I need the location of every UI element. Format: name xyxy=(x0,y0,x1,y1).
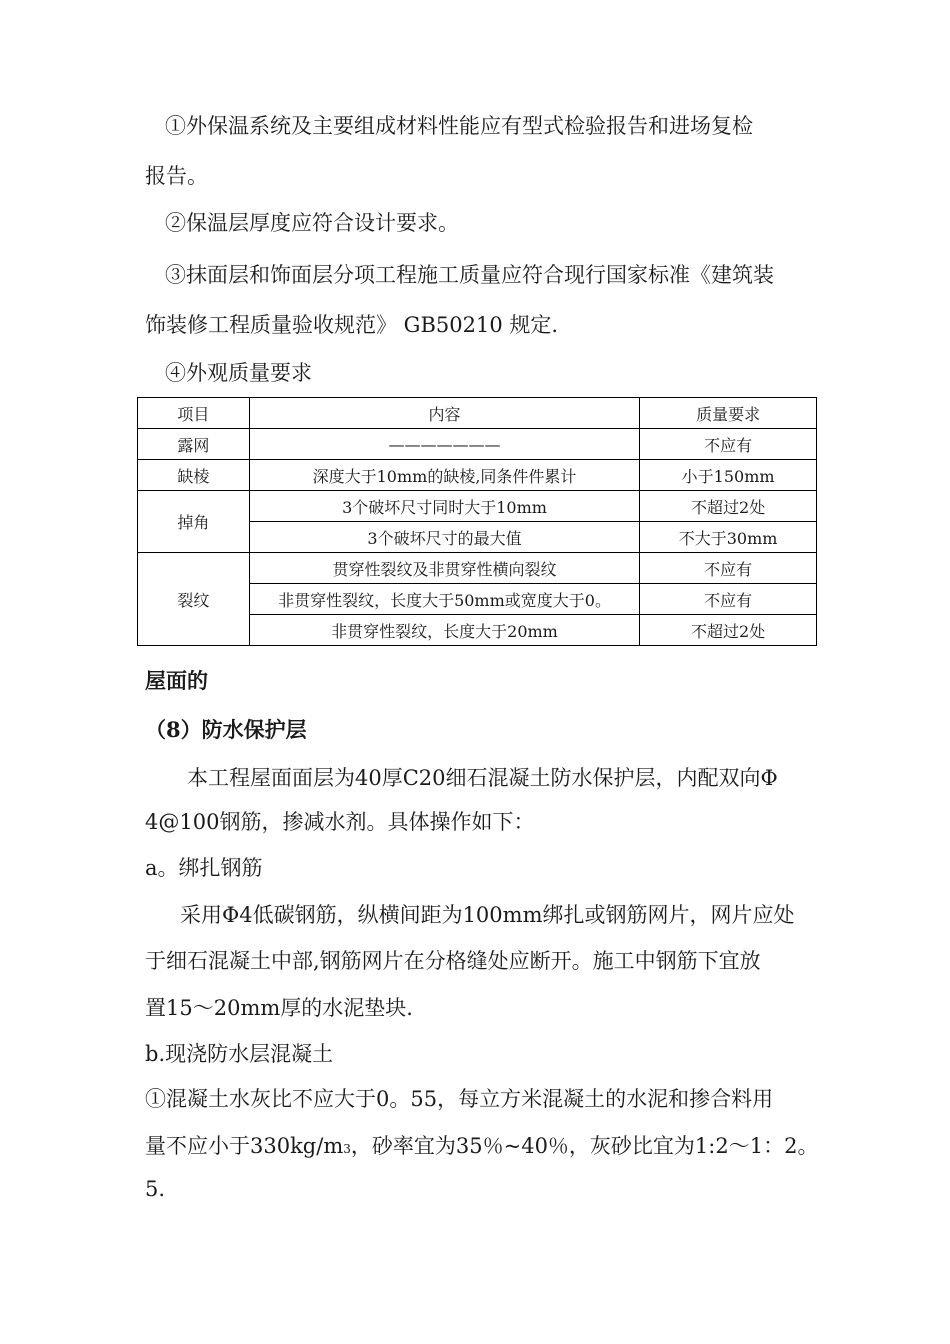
subheading: a。绑扎钢筋 xyxy=(145,856,263,880)
table-cell: 贯穿性裂纹及非贯穿性横向裂纹 xyxy=(249,553,639,584)
table-cell: 不超过2处 xyxy=(640,491,817,522)
table-cell: 裂纹 xyxy=(138,553,250,646)
table-cell: 掉角 xyxy=(138,491,250,553)
table-row xyxy=(138,460,817,491)
subscript-text: 3 xyxy=(343,1142,351,1156)
table-cell: 不超过2处 xyxy=(640,615,817,646)
paragraph-line: 4@100钢筋，掺减水剂。具体操作如下： xyxy=(145,810,535,834)
paragraph-line xyxy=(145,1130,818,1160)
table-cell: 不应有 xyxy=(640,584,817,615)
table-cell: 露网 xyxy=(138,429,250,460)
table-cell: 3个破坏尺寸同时大于10mm xyxy=(249,491,639,522)
paragraph-line: 于细石混凝土中部,钢筋网片在分格缝处应断开。施工中钢筋下宜放 xyxy=(145,949,761,973)
table-cell: ——————— xyxy=(249,429,639,460)
paragraph-line: ①混凝土水灰比不应大于0。55，每立方米混凝土的水泥和掺合料用 xyxy=(145,1087,774,1111)
section-heading: （8）防水保护层 xyxy=(145,717,307,742)
paragraph-line: 置15～20mm厚的水泥垫块. xyxy=(145,996,413,1020)
table-cell: 小于150mm xyxy=(640,460,817,491)
subheading: b.现浇防水层混凝土 xyxy=(145,1042,334,1066)
paragraph-line: 5. xyxy=(145,1177,166,1201)
paragraph-line: 采用Φ4低碳钢筋，纵横间距为100mm绑扎或钢筋网片，网片应处 xyxy=(180,903,795,927)
paragraph-line: 本工程屋面面层为40厚C20细石混凝土防水保护层，内配双向Φ xyxy=(187,766,778,790)
paragraph-line: ②保温层厚度应符合设计要求。 xyxy=(165,211,459,235)
paragraph-line: ③抹面层和饰面层分项工程施工质量应符合现行国家标准《建筑装 xyxy=(165,263,774,287)
table-header: 质量要求 xyxy=(640,398,817,429)
paragraph-line: 报告。 xyxy=(145,164,208,188)
table-cell: 缺棱 xyxy=(138,460,250,491)
section-label: 屋面的 xyxy=(145,668,208,693)
table-cell: 3个破坏尺寸的最大值 xyxy=(249,522,639,553)
quality-table xyxy=(137,397,817,646)
table-cell: 不应有 xyxy=(640,429,817,460)
paragraph-line: 饰装修工程质量验收规范》 GB50210 规定. xyxy=(145,313,559,337)
table-row xyxy=(138,553,817,584)
paragraph-line: ④外观质量要求 xyxy=(165,361,312,385)
table-header-row xyxy=(138,398,817,429)
text-run: ，砂率宜为35％~40％，灰砂比宜为1:2～1：2。 xyxy=(350,1134,819,1158)
table-row xyxy=(138,491,817,522)
table-cell: 非贯穿性裂纹，长度大于50mm或宽度大于0。 xyxy=(249,584,639,615)
table-cell: 非贯穿性裂纹，长度大于20mm xyxy=(249,615,639,646)
text-run: 量不应小于330kg/m xyxy=(145,1134,344,1158)
table-row xyxy=(138,429,817,460)
table-cell: 不大于30mm xyxy=(640,522,817,553)
paragraph-line: ①外保温系统及主要组成材料性能应有型式检验报告和进场复检 xyxy=(165,114,753,138)
table-cell: 不应有 xyxy=(640,553,817,584)
table-header: 内容 xyxy=(249,398,639,429)
table-cell: 深度大于10mm的缺棱,同条件件累计 xyxy=(249,460,639,491)
table-header: 项目 xyxy=(138,398,250,429)
